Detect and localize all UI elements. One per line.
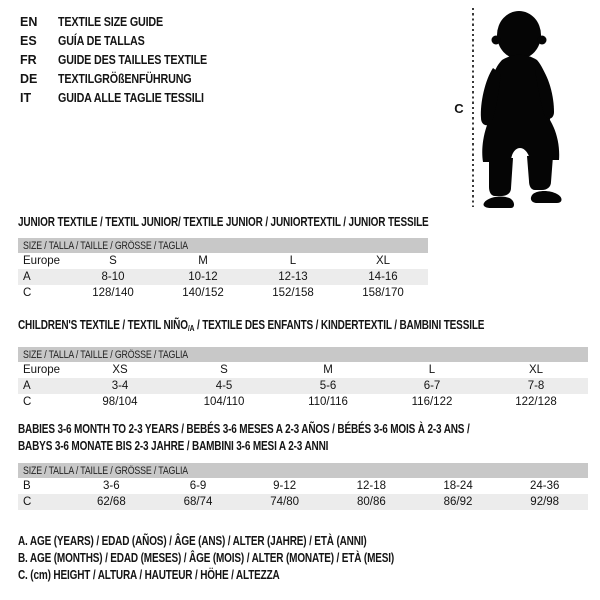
size-cell: 12-18 (356, 480, 387, 492)
row-label: C (23, 496, 32, 508)
row-label: C (23, 396, 32, 408)
row-label: Europe (23, 255, 61, 267)
language-code: EN (20, 14, 38, 29)
size-cell: 62/68 (96, 496, 126, 508)
size-cell: 68/74 (183, 496, 213, 508)
size-cell: 18-24 (443, 480, 473, 492)
size-cell: 3-6 (103, 480, 120, 492)
size-header-bar (18, 463, 588, 478)
legend-line-c: C. (cm) HEIGHT / ALTURA / HAUTEUR / HÖHE / ALTEZZA (18, 568, 280, 582)
children-table-title: CHILDREN'S TEXTILE / TEXTIL NIÑO/A / TEXTILE DES ENFANTS / KINDERTEXTIL / BAMBINI TESSILE (18, 318, 485, 333)
nino-a-subscript: /A (187, 323, 195, 333)
size-cell: 110/116 (308, 396, 348, 408)
table-row (18, 478, 588, 494)
size-cell: 74/80 (270, 496, 300, 508)
size-cell: 122/128 (515, 396, 557, 408)
table-row (18, 253, 428, 269)
size-cell: 92/98 (530, 496, 560, 508)
size-cell: XL (375, 255, 391, 267)
table-row (18, 362, 588, 378)
size-cell: 7-8 (527, 380, 545, 392)
size-cell: 6-7 (423, 380, 441, 392)
junior-table-title: JUNIOR TEXTILE / TEXTIL JUNIOR/ TEXTILE JUNIOR / JUNIORTEXTIL / JUNIOR TESSILE (18, 215, 429, 229)
height-dashed-line (472, 8, 474, 207)
size-cell: 6-9 (189, 480, 207, 492)
size-cell: 80/86 (356, 496, 386, 508)
language-code: DE (20, 71, 38, 86)
size-cell: XL (528, 364, 544, 376)
legend-line-b: B. AGE (MONTHS) / EDAD (MESES) / ÂGE (MOIS) / ALTER (MONATE) / ETÀ (MESI) (18, 551, 395, 565)
language-row (20, 50, 231, 69)
table-row (18, 394, 588, 410)
baby-silhouette-icon (477, 8, 569, 208)
size-cell: 158/170 (362, 287, 404, 299)
language-list (20, 12, 231, 107)
row-label: C (23, 287, 32, 299)
size-cell: 24-36 (529, 480, 560, 492)
size-cell: 152/158 (272, 287, 314, 299)
language-code: IT (20, 90, 32, 105)
size-cell: 3-4 (111, 380, 129, 392)
size-cell: XS (112, 364, 128, 376)
table-row (18, 285, 428, 301)
language-title: GUIDA ALLE TAGLIE TESSILI (58, 90, 204, 105)
row-label: B (23, 480, 31, 492)
size-header-label: SIZE / TALLA / TAILLE / GRÖSSE / TAGLIA (23, 239, 188, 252)
size-cell: S (109, 255, 117, 267)
size-cell: 10-12 (188, 271, 218, 283)
size-cell: 128/140 (92, 287, 134, 299)
table-row (18, 378, 588, 394)
size-cell: L (428, 364, 436, 376)
size-header-label: SIZE / TALLA / TAILLE / GRÖSSE / TAGLIA (23, 464, 188, 477)
height-label: C (454, 101, 464, 116)
size-header-bar (18, 347, 588, 362)
language-code: ES (20, 33, 37, 48)
size-cell: 14-16 (368, 271, 398, 283)
row-label: A (23, 271, 31, 283)
size-cell: M (198, 255, 208, 267)
language-title: TEXTILGRÖßENFÜHRUNG (58, 71, 192, 86)
language-row (20, 88, 231, 107)
size-cell: L (289, 255, 297, 267)
size-cell: 116/122 (411, 396, 453, 408)
size-cell: 104/110 (203, 396, 245, 408)
row-label: Europe (23, 364, 61, 376)
size-header-label: SIZE / TALLA / TAILLE / GRÖSSE / TAGLIA (23, 348, 188, 361)
table-row (18, 269, 428, 285)
size-cell: M (323, 364, 333, 376)
size-cell: 140/152 (182, 287, 224, 299)
table-row (18, 494, 588, 510)
row-label: A (23, 380, 31, 392)
babies-size-table (18, 463, 588, 510)
size-cell: S (220, 364, 228, 376)
size-cell: 8-10 (101, 271, 125, 283)
language-row (20, 12, 231, 31)
size-cell: 9-12 (273, 480, 297, 492)
size-cell: 5-6 (319, 380, 337, 392)
language-title: TEXTILE SIZE GUIDE (58, 14, 164, 29)
legend-line-a: A. AGE (YEARS) / EDAD (AÑOS) / ÂGE (ANS) / ALTER (JAHRE) / ETÀ (ANNI) (18, 534, 367, 548)
language-title: GUÍA DE TALLAS (58, 33, 145, 48)
size-cell: 86/92 (443, 496, 473, 508)
junior-size-table (18, 238, 428, 301)
language-row (20, 69, 231, 88)
language-code: FR (20, 52, 37, 67)
size-cell: 98/104 (102, 396, 138, 408)
babies-table-title: BABIES 3-6 MONTH TO 2-3 YEARS / BEBÉS 3-6 MESES A 2-3 AÑOS / BÉBÉS 3-6 MOIS À 2-3 ANS / BABYS 3-6 MONATE BIS 2-3 JAHRE / BAMBINI 3-6 MESI A 2-3 ANNI (18, 422, 470, 453)
language-title: GUIDE DES TAILLES TEXTILE (58, 52, 208, 67)
legend (18, 533, 488, 584)
children-size-table (18, 347, 588, 410)
size-cell: 4-5 (215, 380, 233, 392)
size-cell: 12-13 (278, 271, 308, 283)
size-header-bar (18, 238, 428, 253)
language-row (20, 31, 231, 50)
